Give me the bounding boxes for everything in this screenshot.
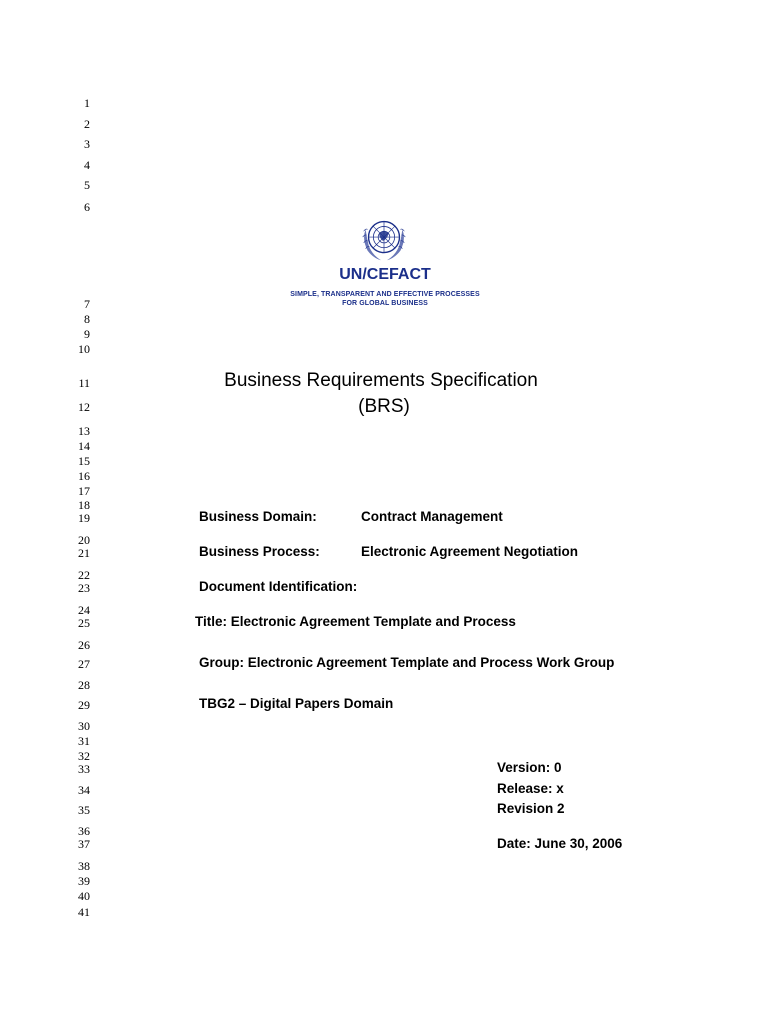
line-number: 9	[84, 327, 90, 341]
business-process-value: Electronic Agreement Negotiation	[361, 544, 579, 559]
uncefact-logo	[270, 210, 500, 310]
business-process-label: Business Process:	[199, 544, 320, 559]
line-number: 8	[84, 312, 90, 326]
version-field: Version: 0	[497, 760, 562, 775]
line-number: 12	[78, 400, 90, 414]
line-number: 20	[78, 533, 90, 547]
line-number: 37	[78, 837, 90, 851]
line-number: 32	[78, 749, 90, 763]
line-number: 2	[84, 117, 90, 131]
group-field: Group: Electronic Agreement Template and Process Work Group	[199, 655, 615, 670]
line-number: 40	[78, 889, 90, 903]
document-title-abbreviation: (BRS)	[358, 396, 410, 417]
line-number: 17	[78, 484, 90, 498]
line-number: 41	[78, 905, 90, 919]
line-number: 16	[78, 469, 90, 483]
line-number: 23	[78, 581, 90, 595]
line-number: 34	[78, 783, 90, 797]
line-number: 38	[78, 859, 90, 873]
line-number: 11	[78, 376, 90, 390]
date-field: Date: June 30, 2006	[497, 836, 623, 851]
line-number: 21	[78, 546, 90, 560]
line-number: 10	[78, 342, 90, 356]
line-number: 31	[78, 734, 90, 748]
document-identification-label: Document Identification:	[199, 579, 358, 594]
line-number: 5	[84, 178, 90, 192]
tbg-field: TBG2 – Digital Papers Domain	[199, 696, 394, 711]
line-number: 30	[78, 719, 90, 733]
document-title: Business Requirements Specification	[224, 370, 538, 391]
line-number: 26	[78, 638, 90, 652]
line-number: 19	[78, 511, 90, 525]
business-domain-value: Contract Management	[361, 509, 503, 524]
release-field: Release: x	[497, 781, 564, 796]
business-domain-label: Business Domain:	[199, 509, 317, 524]
line-number: 14	[78, 439, 90, 453]
line-number: 29	[78, 698, 90, 712]
un-emblem-icon	[355, 210, 413, 268]
line-number: 25	[78, 616, 90, 630]
line-number: 6	[84, 200, 90, 214]
line-number: 18	[78, 498, 90, 512]
line-number: 13	[78, 424, 90, 438]
line-number: 3	[84, 137, 90, 151]
line-number: 7	[84, 297, 90, 311]
line-number: 28	[78, 678, 90, 692]
line-number: 33	[78, 762, 90, 776]
logo-tagline: SIMPLE, TRANSPARENT AND EFFECTIVE PROCESSES	[290, 291, 480, 298]
line-number: 22	[78, 568, 90, 582]
line-number: 27	[78, 657, 90, 671]
revision-field: Revision 2	[497, 801, 565, 816]
line-number: 24	[78, 603, 90, 617]
line-number: 39	[78, 874, 90, 888]
logo-tagline: FOR GLOBAL BUSINESS	[342, 300, 428, 307]
title-field: Title: Electronic Agreement Template and Process	[195, 614, 516, 629]
line-number: 35	[78, 803, 90, 817]
line-number: 36	[78, 824, 90, 838]
logo-name: UN/CEFACT	[339, 266, 431, 283]
line-number: 1	[84, 96, 90, 110]
line-number: 15	[78, 454, 90, 468]
line-number: 4	[84, 158, 90, 172]
